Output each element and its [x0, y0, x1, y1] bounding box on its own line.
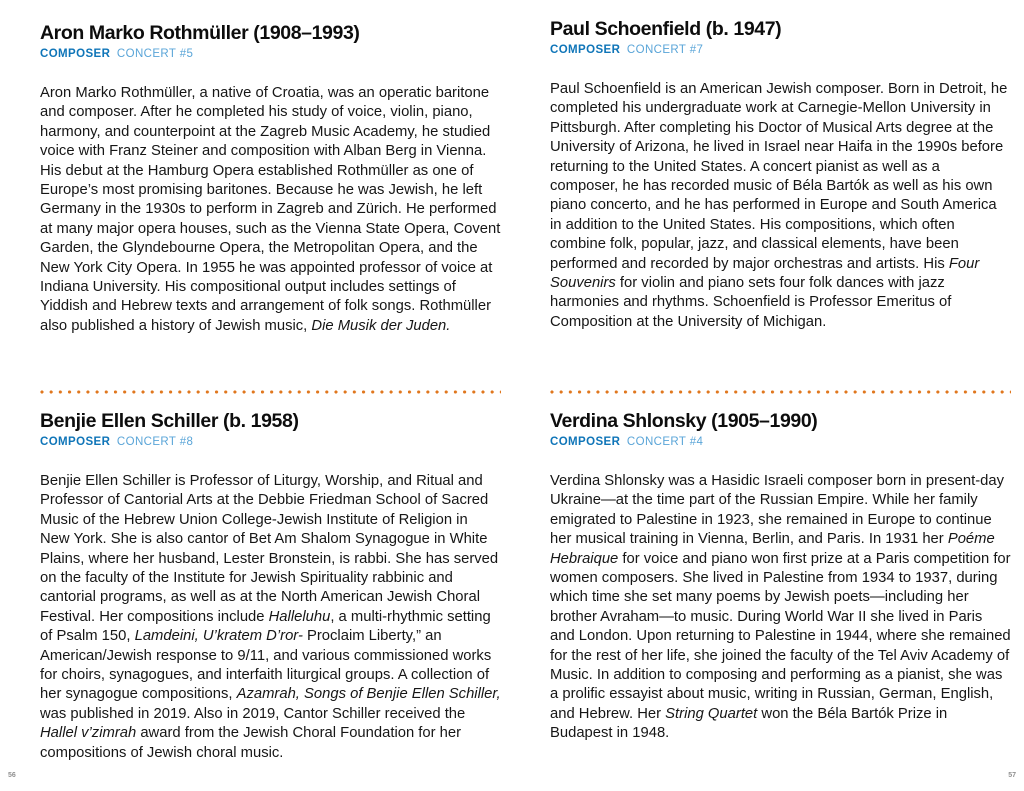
- page-number-left: 56: [8, 772, 16, 779]
- booklet-page-left: [40, 0, 501, 791]
- bio-section-schoenfield: [550, 18, 1011, 332]
- concert-meta: [40, 48, 501, 61]
- booklet-page-right: [550, 0, 1011, 791]
- page-number-right: 57: [1008, 772, 1016, 779]
- bio-section-shlonsky: [550, 410, 1011, 744]
- composer-name-heading: Aron Marko Rothmüller (1908–1993): [40, 22, 360, 44]
- bio-paragraph: Verdina Shlonsky was a Hasidic Israeli composer born in present-day Ukraine—at the time part of the Russian Empire. While her family emigrated to Palestine in 1923, she remained in Europe to continue her musical training in Vienna, Berlin, and Paris. In 1931 her Poéme Hebraique for voice and piano won first prize at a Paris competition for women composers. She lived in Palestine from 1934 to 1937, during which time she set many poems by Jewish poets—including her brother Avraham—to music. During World War II she lived in Paris and London. Upon returning to Palestine in 1944, where she remained for the rest of her life, she joined the faculty of the Tel Aviv Academy of Music. In addition to composing and performing as a pianist, she was a prolific essayist about music, writing in Russian, German, English, and Hebrew. Her String Quartet won the Béla Bartók Prize in Budapest in 1948.: [550, 473, 1011, 742]
- bio-paragraph: Paul Schoenfield is an American Jewish composer. Born in Detroit, he completed his undergraduate work at Carnegie-Mellon University in Pittsburgh. After completing his Doctor of Musical Arts degree at the University of Arizona, he lived in Israel near Haifa in the 1990s before returning to the United States. A concert pianist as well as a composer, he has recorded music of Béla Bartók as well as his own piano concerto, and he has performed in Europe and South America in addition to the United States. His compositions, which often combine folk, popular, jazz, and classical elements, have been performed and recorded by major orchestras and artists. His Four Souvenirs for violin and piano sets four folk dances with jazz harmonies and rhythms. Schoenfield is Professor Emeritus of Composition at the University of Michigan.: [550, 81, 1008, 330]
- bio-section-schiller: [40, 410, 501, 763]
- concert-meta: [40, 436, 501, 449]
- composer-label: COMPOSER: [40, 48, 111, 60]
- composer-label: COMPOSER: [40, 436, 111, 448]
- concert-number: CONCERT #8: [116, 436, 194, 448]
- concert-meta: [550, 436, 1011, 449]
- bio-paragraph: Benjie Ellen Schiller is Professor of Liturgy, Worship, and Ritual and Professor of Cantorial Arts at the Debbie Friedman School of Sacred Music of the Hebrew Union College-Jewish Institute of Religion in New York. She is also cantor of Bet Am Shalom Synagogue in White Plains, where her husband, Lester Bronstein, is rabbi. She has served on the faculty of the Institute for Jewish Spirituality rabbinic and cantorial programs, as well as at the North American Jewish Choral Festival. Her compositions include Halleluhu, a multi-rhythmic setting of Psalm 150, Lamdeini, U’kratem D’ror- Proclaim Liberty,” an American/Jewish response to 9/11, and various commissioned works for choirs, synagogues, and interfaith liturgical groups. A collection of her synagogue compositions, Azamrah, Songs of Benjie Ellen Schiller, was published in 2019. Also in 2019, Cantor Schiller received the Hallel v’zimrah award from the Jewish Choral Foundation for her compositions of Jewish choral music.: [40, 473, 501, 761]
- composer-label: COMPOSER: [550, 44, 621, 56]
- composer-name-heading: Benjie Ellen Schiller (b. 1958): [40, 410, 299, 432]
- concert-number: CONCERT #7: [626, 44, 704, 56]
- concert-meta: [550, 44, 1011, 57]
- composer-name-heading: Verdina Shlonsky (1905–1990): [550, 410, 818, 432]
- dotted-separator: [40, 390, 501, 394]
- concert-number: CONCERT #5: [116, 48, 194, 60]
- concert-number: CONCERT #4: [626, 436, 704, 448]
- bio-paragraph: Aron Marko Rothmüller, a native of Croatia, was an operatic baritone and composer. After he completed his study of voice, violin, piano, harmony, and counterpoint at the Zagreb Music Academy, he studied voice with Franz Steiner and composition with Alban Berg in Vienna. His debut at the Hamburg Opera established Rothmüller as one of Europe’s most promising baritones. Because he was Jewish, he left Germany in the 1930s to perform in Zagreb and Zürich. He performed at many major opera houses, such as the Vienna State Opera, Covent Garden, the Glyndebourne Opera, the Metropolitan Opera, and the New York City Opera. In 1955 he was appointed professor of voice at Indiana University. His compositional output includes settings of Yiddish and Hebrew texts and arrangement of folk songs. Rothmüller also published a history of Jewish music, Die Musik der Juden.: [40, 85, 501, 334]
- composer-label: COMPOSER: [550, 436, 621, 448]
- composer-name-heading: Paul Schoenfield (b. 1947): [550, 18, 782, 40]
- bio-section-rothmuller: [40, 22, 501, 336]
- dotted-separator: [550, 390, 1011, 394]
